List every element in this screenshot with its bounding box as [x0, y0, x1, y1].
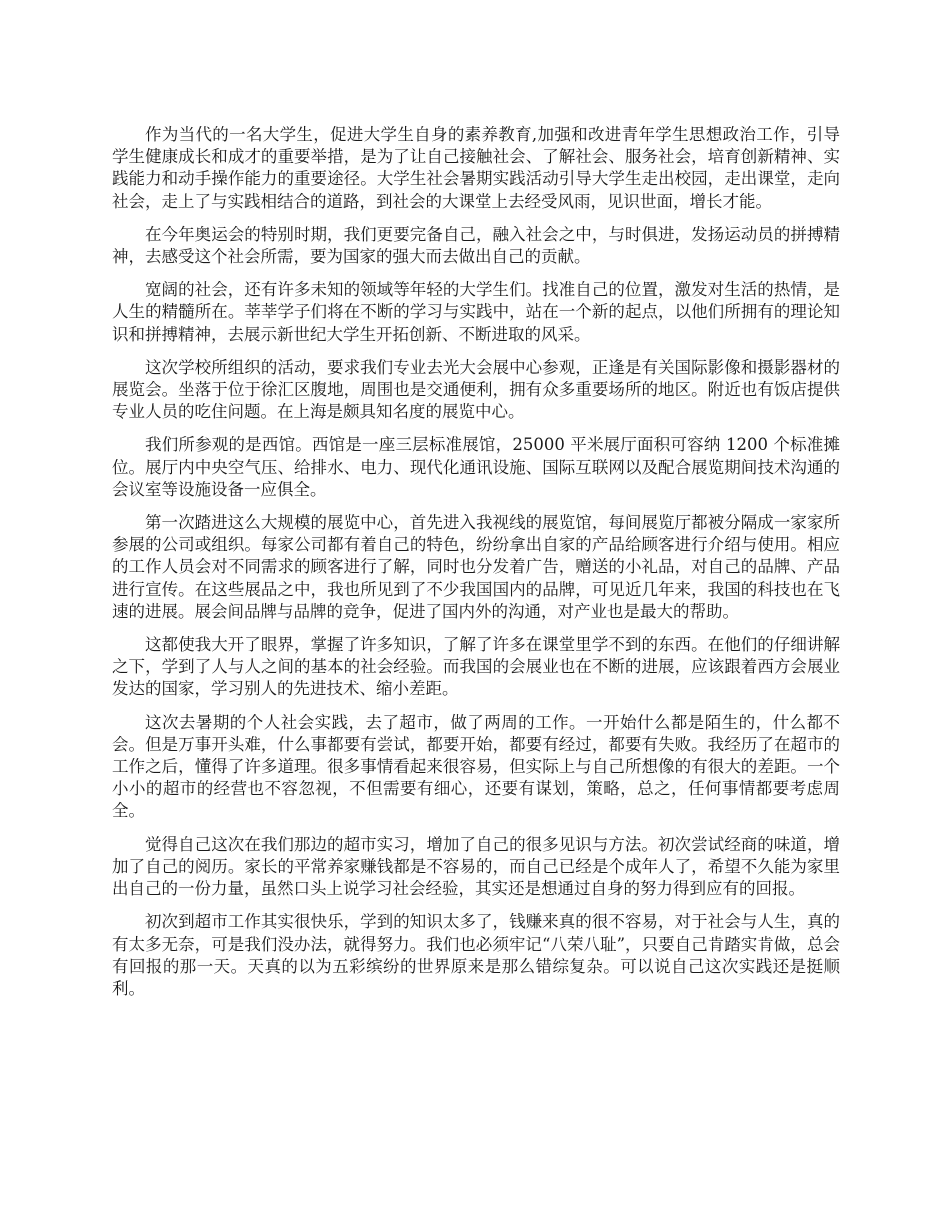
paragraph: 觉得自己这次在我们那边的超市实习，增加了自己的很多见识与方法。初次尝试经商的味道，增加了自己的阅历。家长的平常养家赚钱都是不容易的，而自己已经是个成年人了，希望不久能为家里出自己的一份力量，虽然口头上说学习社会经验，其实还是想通过自身的努力得到应有的回报。 [112, 834, 840, 899]
paragraph: 这次学校所组织的活动，要求我们专业去光大会展中心参观，正逢是有关国际影像和摄影器材的展览会。坐落于位于徐汇区腹地，周围也是交通便利，拥有众多重要场所的地区。附近也有饭店提供专业人员的吃住问题。在上海是颇具知名度的展览中心。 [112, 357, 840, 422]
document-body [112, 124, 840, 1011]
paragraph: 宽阔的社会，还有许多未知的领域等年轻的大学生们。找准自己的位置，激发对生活的热情，是人生的精髓所在。莘莘学子们将在不断的学习与实践中，站在一个新的起点，以他们所拥有的理论知识和拼搏精神，去展示新世纪大学生开拓创新、不断进取的风采。 [112, 280, 840, 344]
paragraph: 这都使我大开了眼界，掌握了许多知识，了解了许多在课堂里学不到的东西。在他们的仔细讲解之下，学到了人与人之间的基本的社会经验。而我国的会展业也在不断的进展，应该跟着西方会展业发达的国家，学习别人的先进技术、缩小差距。 [112, 635, 840, 699]
paragraph: 初次到超市工作其实很快乐，学到的知识太多了，钱赚来真的很不容易，对于社会与人生，真的有太多无奈，可是我们没办法，就得努力。我们也必须牢记“八荣八耻”，只要自己肯踏实肯做，总会有回报的那一天。天真的以为五彩缤纷的世界原来是那么错综复杂。可以说自己这次实践还是挺顺利。 [112, 912, 840, 998]
paragraph: 作为当代的一名大学生，促进大学生自身的素养教育,加强和改进青年学生思想政治工作，引导学生健康成长和成才的重要举措，是为了让自己接触社会、了解社会、服务社会，培育创新精神、实践能力和动手操作能力的重要途径。大学生社会暑期实践活动引导大学生走出校园，走出课堂，走向社会，走上了与实践相结合的道路，到社会的大课堂上去经受风雨，见识世面，增长才能。 [112, 125, 840, 211]
paragraph: 第一次踏进这么大规模的展览中心，首先进入我视线的展览馆，每间展览厅都被分隔成一家家所参展的公司或组织。每家公司都有着自己的特色，纷纷拿出自家的产品给顾客进行介绍与使用。相应的工作人员会对不同需求的顾客进行了解，同时也分发着广告，赠送的小礼品，对自己的品牌、产品进行宣传。在这些展品之中，我也所见到了不少我国国内的品牌，可见近几年来，我国的科技也在飞速的进展。展会间品牌与品牌的竞争，促进了国内外的沟通，对产业也是最大的帮助。 [112, 513, 840, 621]
paragraph: 在今年奥运会的特别时期，我们更要完备自己，融入社会之中，与时俱进，发扬运动员的拼搏精神，去感受这个社会所需，要为国家的强大而去做出自己的贡献。 [112, 224, 840, 267]
paragraph: 我们所参观的是西馆。西馆是一座三层标准展馆，25000 平米展厅面积可容纳 1200 个标准摊位。展厅内中央空气压、给排水、电力、现代化通讯设施、国际互联网以及配合展览期间技术沟通的会议室等设施设备一应俱全。 [112, 435, 840, 499]
paragraph: 这次去暑期的个人社会实践，去了超市，做了两周的工作。一开始什么都是陌生的，什么都不会。但是万事开头难，什么事都要有尝试，都要开始，都要有经过，都要有失败。我经历了在超市的工作之后，懂得了许多道理。很多事情看起来很容易，但实际上与自己所想像的有很大的差距。一个小小的超市的经营也不容忽视，不但需要有细心，还要有谋划，策略，总之，任何事情都要考虑周全。 [112, 712, 840, 821]
